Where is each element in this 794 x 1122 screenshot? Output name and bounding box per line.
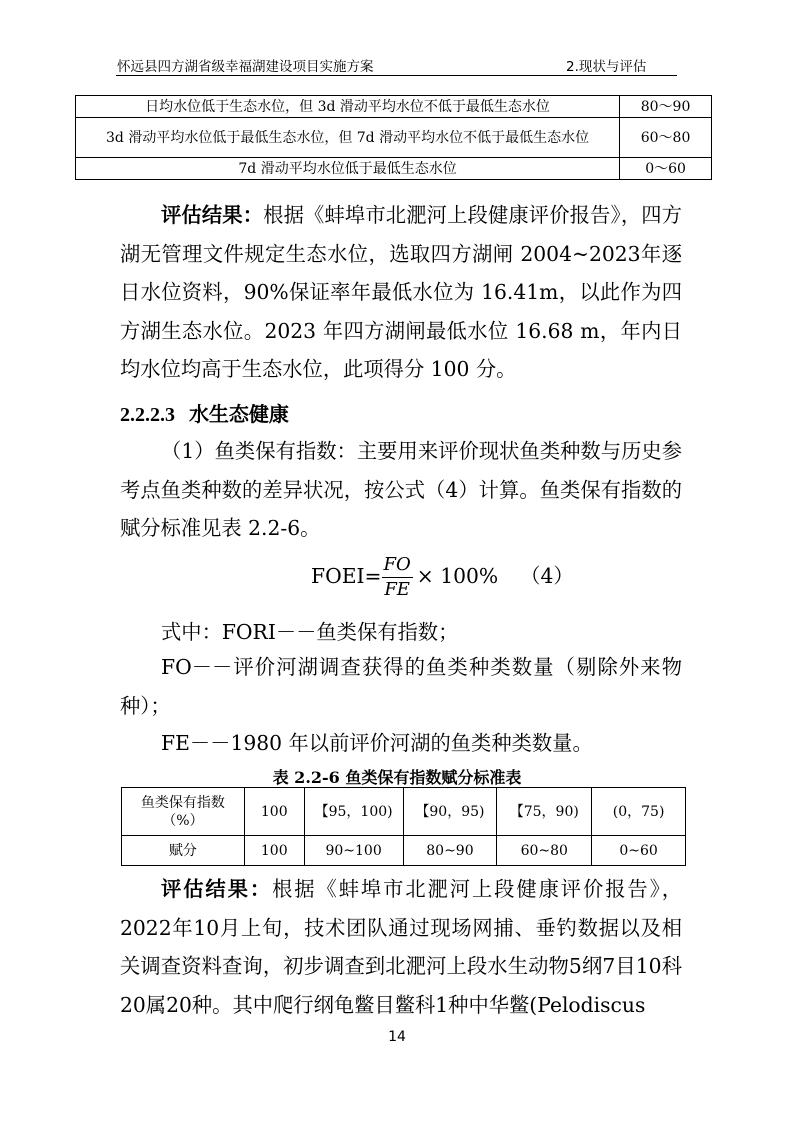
- table-header-cell: (0，75): [592, 788, 686, 836]
- evaluation-text: 根据《蚌埠市北淝河上段健康评价报告》，四方湖无管理文件规定生态水位，选取四方湖闸 2004~2023年逐日水位资料，90%保证率年最低水位为 16.41m，以此作为四方湖生态水位。2023 年四方湖闸最低水位 16.68 m，年内日均水位均高于生态水位，此项得分 100 分。: [120, 203, 682, 381]
- table-cell: 3d 滑动平均水位低于最低生态水位，但 7d 滑动平均水位不低于最低生态水位: [76, 118, 620, 158]
- formula-number: （4）: [520, 564, 574, 588]
- formula-lhs: FOEI=: [311, 564, 382, 588]
- formula-denominator: FE: [384, 579, 410, 600]
- evaluation-paragraph: [120, 870, 682, 1024]
- table-cell: 60~80: [497, 836, 592, 866]
- formula-rhs: × 100%: [416, 564, 499, 588]
- table-cell: 0~60: [592, 836, 686, 866]
- table-caption: 表 2.2-6 鱼类保有指数赋分标准表: [272, 768, 522, 787]
- table-row: [122, 836, 686, 866]
- table-cell: 90~100: [304, 836, 403, 866]
- header-title: 怀远县四方湖省级幸福湖建设项目实施方案: [117, 59, 374, 75]
- table-cell: 日均水位低于生态水位，但 3d 滑动平均水位不低于最低生态水位: [76, 96, 620, 118]
- definition-line: FO－－评价河湖调查获得的鱼类种类数量（剔除外来物种）；: [120, 655, 682, 718]
- section-heading: [120, 398, 289, 427]
- table-cell: 80～90: [620, 96, 712, 118]
- section-number: 2.2.2.3: [120, 404, 175, 426]
- table-row: [122, 788, 686, 836]
- table-row: [76, 158, 712, 180]
- table-header-cell: 【90，95): [403, 788, 497, 836]
- table-header-cell: 【75，90): [497, 788, 592, 836]
- definition-line: FE－－1980 年以前评价河湖的鱼类种类数量。: [161, 731, 593, 755]
- fish-index-score-table: [121, 787, 686, 866]
- definition-line: 式中：FORI－－鱼类保有指数；: [161, 620, 459, 644]
- table-header-cell: 【95，100): [304, 788, 403, 836]
- header-rule: [116, 75, 677, 76]
- evaluation-paragraph: [120, 196, 682, 389]
- evaluation-text: 根据《蚌埠市北淝河上段健康评价报告》，2022年10月上旬，技术团队通过现场网捕、垂钓数据以及相关调查资料查询，初步调查到北淝河上段水生动物5纲7目10科20属20种。其中爬行纲龟鳖目鳖科1种中华鳖(Pelodiscus: [120, 877, 682, 1017]
- table-row: [76, 118, 712, 158]
- evaluation-label: 评估结果：: [161, 877, 273, 901]
- table-header-cell: 鱼类保有指数（%）: [122, 788, 245, 836]
- formula-fraction: [382, 553, 413, 602]
- table-cell: 100: [244, 836, 304, 866]
- table-cell: 60～80: [620, 118, 712, 158]
- table-header-cell: 100: [244, 788, 304, 836]
- table-cell: 赋分: [122, 836, 245, 866]
- table-cell: 7d 滑动平均水位低于最低生态水位: [76, 158, 620, 180]
- body-paragraph: （1）鱼类保有指数：主要用来评价现状鱼类种数与历史参考点鱼类种数的差异状况，按公式（4）计算。鱼类保有指数的赋分标准见表 2.2-6。: [120, 439, 682, 540]
- evaluation-label: 评估结果：: [161, 203, 264, 227]
- eco-level-score-table: [75, 95, 712, 180]
- page-number: 14: [388, 1029, 406, 1045]
- table-cell: 0～60: [620, 158, 712, 180]
- formula-numerator: FO: [382, 553, 413, 578]
- header-section: 2.现状与评估: [566, 59, 647, 75]
- table-row: [76, 96, 712, 118]
- formula: [311, 553, 574, 602]
- table-cell: 80~90: [403, 836, 497, 866]
- section-title: 水生态健康: [188, 402, 289, 426]
